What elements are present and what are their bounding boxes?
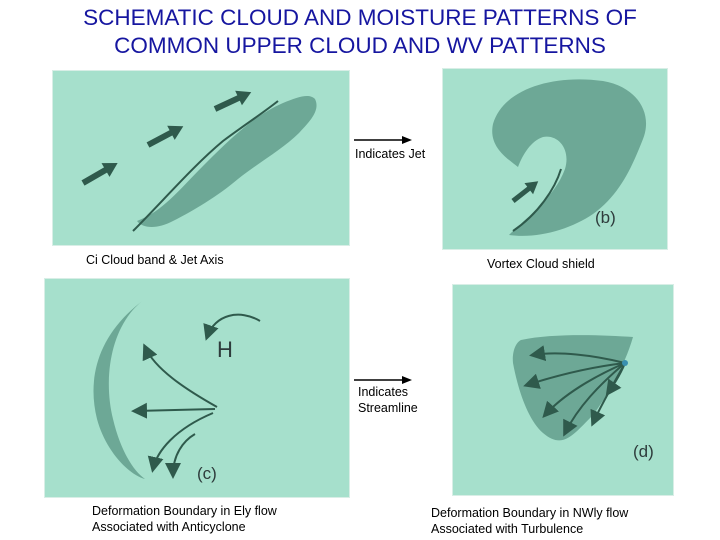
legend-streamline-line-1: Indicates	[358, 385, 409, 399]
caption-panel-d-line-2: Associated with Turbulence	[431, 522, 584, 536]
panel-c-diagram	[45, 279, 349, 497]
high-pressure-label: H	[217, 337, 233, 362]
cloud-shield	[513, 335, 633, 440]
page-title	[0, 4, 720, 60]
caption-panel-d	[431, 505, 628, 537]
jet-arrow	[144, 119, 187, 152]
caption-panel-c-line-1: Deformation Boundary in Ely flow	[92, 504, 277, 518]
legend-streamline-line-2: Streamline	[358, 401, 418, 415]
panel-a-ci-cloud-band	[52, 70, 350, 246]
panel-d-deformation-nwly	[452, 284, 674, 496]
jet-arrow	[509, 176, 543, 207]
panel-b-vortex-cloud-shield	[442, 68, 668, 250]
title-line-2: COMMON UPPER CLOUD AND WV PATTERNS	[114, 33, 606, 58]
streamline	[173, 434, 195, 475]
streamline	[135, 409, 215, 411]
cloud-band	[137, 96, 317, 227]
title-line-1: SCHEMATIC CLOUD AND MOISTURE PATTERNS OF	[83, 5, 637, 30]
cloud-crescent	[93, 299, 145, 479]
legend-jet-label: Indicates Jet	[355, 147, 426, 161]
panel-a-diagram	[53, 71, 349, 245]
panel-d-diagram	[453, 285, 673, 495]
streamline	[207, 315, 260, 337]
vortex-cloud-shield	[492, 79, 646, 236]
streamline	[153, 413, 213, 469]
streamline	[145, 347, 217, 407]
panel-c-deformation-ely	[44, 278, 350, 498]
caption-panel-d-line-1: Deformation Boundary in NWly flow	[431, 506, 629, 520]
panel-b-diagram	[443, 69, 667, 249]
panel-b-label: (b)	[595, 208, 616, 227]
panel-c-label: (c)	[197, 464, 217, 483]
jet-arrow	[79, 156, 122, 190]
caption-panel-a: Ci Cloud band & Jet Axis	[86, 253, 224, 267]
caption-panel-c	[92, 503, 277, 535]
legend-streamline-label	[358, 384, 418, 416]
panel-d-label: (d)	[633, 442, 654, 461]
caption-panel-c-line-2: Associated with Anticyclone	[92, 520, 246, 534]
origin-point	[622, 360, 628, 366]
jet-arrow	[212, 85, 255, 116]
caption-panel-b: Vortex Cloud shield	[487, 257, 595, 271]
